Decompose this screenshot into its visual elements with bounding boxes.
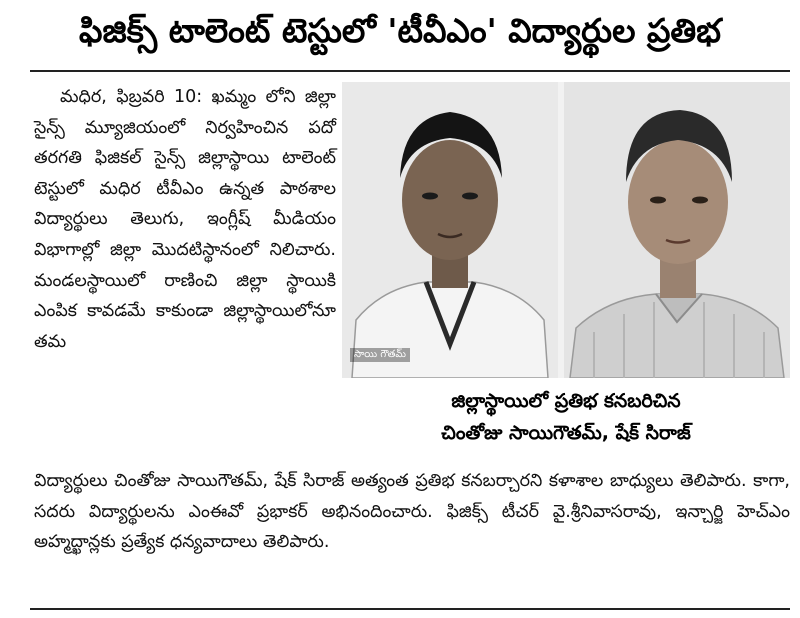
photo-caption <box>342 378 790 456</box>
column-text: మధిర, ఫిబ్రవరి 10: ఖమ్మం లోని జిల్లా సైన్స్ మ్యూజియంలో నిర్వహించిన పదో తరగతి ఫిజికల్ సైన్స్ జిల్లాస్థాయి టాలెంట్ టెస్టులో మధిర టీవీఎం ఉన్నత పాఠశాల విద్యార్థులు తెలుగు, ఇంగ్లీష్ మీడియం విభాగాల్లో జిల్లా మొదటిస్థానంలో నిలిచారు. మండలస్థాయిలో రాణించి జిల్లా స్థాయికి ఎంపిక కావడమే కాకుండా జిల్లాస్థాయిలోనూ తమ <box>34 87 336 352</box>
caption-line-1: జిల్లాస్థాయిలో ప్రతిభ కనబరిచిన <box>451 390 681 412</box>
bottom-rule <box>30 608 790 610</box>
article-column <box>34 82 336 357</box>
full-width-text: విద్యార్థులు చింతోజు సాయిగౌతమ్, షేక్ సిరాజ్ అత్యంత ప్రతిభ కనబర్చారని కళాశాల బాధ్యులు తెలిపారు. కాగా, సదరు విద్యార్థులను ఎంఈవో ప్రభాకర్ అభినందించారు. ఫిజిక్స్ టీచర్ వై.శ్రీనివాసరావు, ఇన్చార్జి హెచ్ఎం అహ్మద్ఖాన్లకు ప్రత్యేక ధన్యవాదాలు తెలిపారు. <box>34 471 790 553</box>
article-continuation <box>34 466 790 558</box>
student-portrait-left-image <box>342 82 558 378</box>
top-rule <box>30 70 790 72</box>
caption-line-2: చింతోజు సాయిగౌతమ్, షేక్ సిరాజ్ <box>441 422 691 444</box>
student-photo-left <box>342 82 558 378</box>
student-photo-right <box>564 82 790 378</box>
student-portrait-right-image <box>564 82 790 378</box>
headline: ఫిజిక్స్ టాలెంట్ టెస్టులో 'టీవీఎం' విద్యార్థుల ప్రతిభ <box>79 10 721 50</box>
photo-pair <box>342 82 790 378</box>
photo-watermark-label: సాయి గౌతమ్ <box>350 348 410 362</box>
